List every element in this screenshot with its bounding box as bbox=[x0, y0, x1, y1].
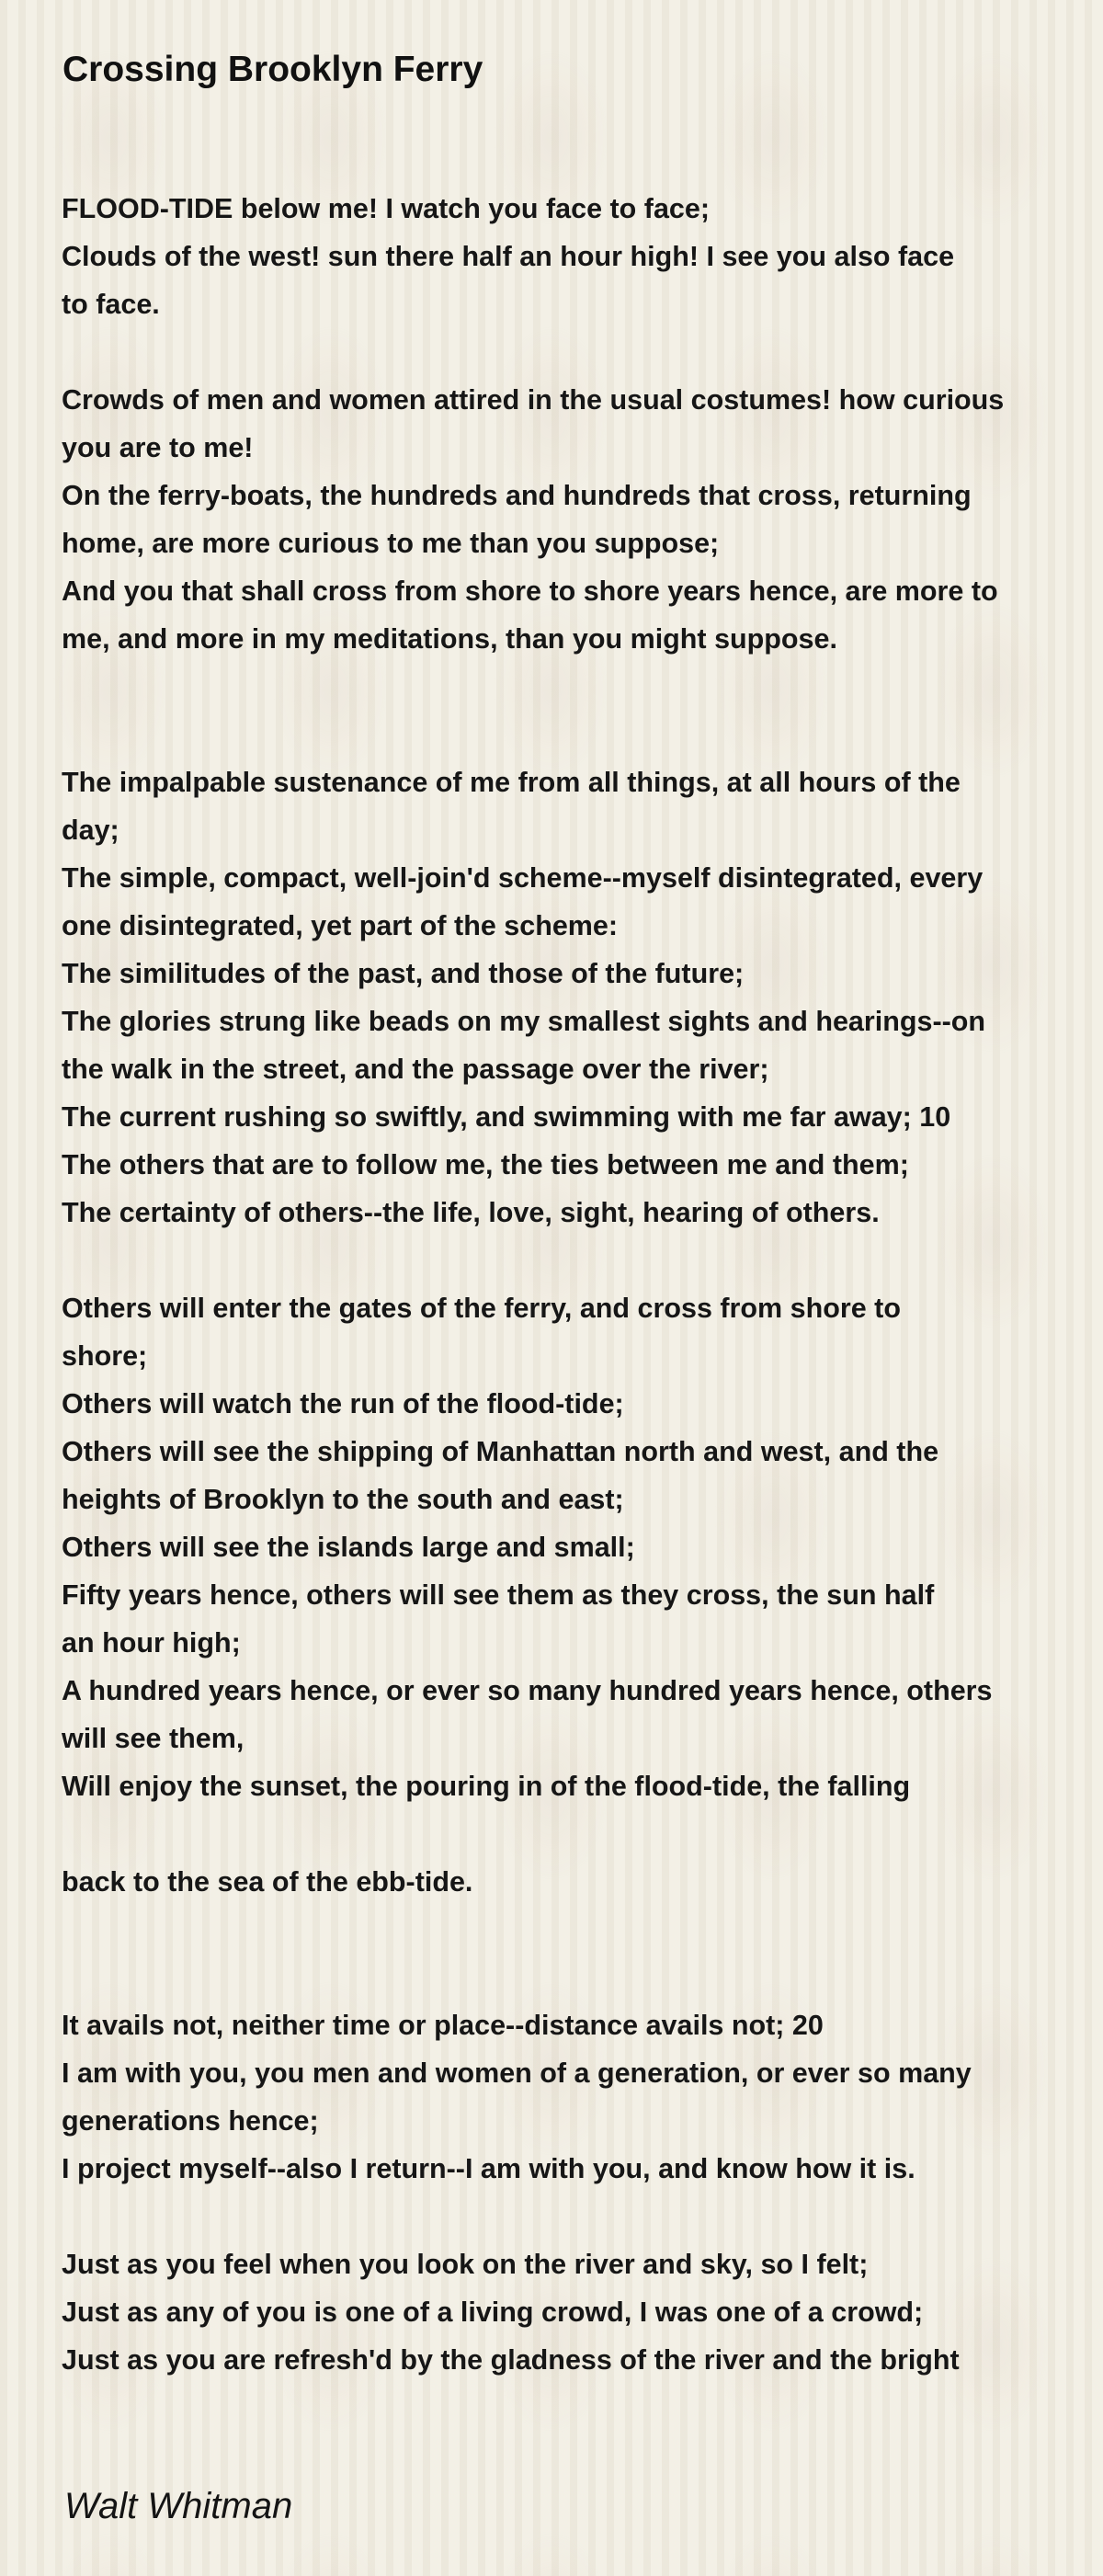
poem-line: day; bbox=[62, 815, 119, 846]
poem-line: Others will enter the gates of the ferry, and cross from shore to bbox=[62, 1293, 901, 1324]
poem-line: Others will watch the run of the flood-tide; bbox=[62, 1388, 624, 1419]
poem-stanza-break bbox=[62, 328, 1086, 376]
poem-line: The glories strung like beads on my smallest sights and hearings--on bbox=[62, 1006, 986, 1037]
poem-body bbox=[62, 185, 1086, 2384]
poem-line: Just as you are refresh'd by the gladness of the river and the bright bbox=[62, 2344, 960, 2376]
poem-line: Will enjoy the sunset, the pouring in of the flood-tide, the falling bbox=[62, 1771, 911, 1802]
poem-line: heights of Brooklyn to the south and east; bbox=[62, 1484, 624, 1515]
poem-line: Just as you feel when you look on the river and sky, so I felt; bbox=[62, 2249, 869, 2280]
poem-stanza-break bbox=[62, 2193, 1086, 2240]
poem-line: will see them, bbox=[62, 1723, 244, 1754]
poem-line: And you that shall cross from shore to shore years hence, are more to bbox=[62, 576, 998, 607]
poem-line: back to the sea of the ebb-tide. bbox=[62, 1866, 473, 1898]
poem-line: A hundred years hence, or ever so many hundred years hence, others bbox=[62, 1675, 993, 1706]
poem-line: On the ferry-boats, the hundreds and hundreds that cross, returning bbox=[62, 480, 972, 511]
poem-line: Just as any of you is one of a living crowd, I was one of a crowd; bbox=[62, 2297, 924, 2328]
poem-line: Fifty years hence, others will see them as they cross, the sun half bbox=[62, 1579, 935, 1611]
poem-stanza-break bbox=[62, 1237, 1086, 1284]
poem-line: one disintegrated, yet part of the scheme: bbox=[62, 910, 619, 941]
poem-stanza-break bbox=[62, 1954, 1086, 2001]
poem-line: me, and more in my meditations, than you might suppose. bbox=[62, 623, 837, 655]
poem-line: an hour high; bbox=[62, 1627, 241, 1658]
poem-line: Crowds of men and women attired in the usual costumes! how curious bbox=[62, 384, 1005, 416]
poem-line: shore; bbox=[62, 1340, 148, 1372]
poem-line: The similitudes of the past, and those of the future; bbox=[62, 958, 745, 989]
poem-line: The simple, compact, well-join'd scheme--myself disintegrated, every bbox=[62, 862, 984, 894]
poem-line: The impalpable sustenance of me from all things, at all hours of the bbox=[62, 767, 961, 798]
poem-line: home, are more curious to me than you suppose; bbox=[62, 528, 720, 559]
poem-line: I project myself--also I return--I am with you, and know how it is. bbox=[62, 2153, 915, 2184]
poem-stanza-break bbox=[62, 711, 1086, 758]
poem-line: you are to me! bbox=[62, 432, 254, 463]
poem-line: FLOOD-TIDE below me! I watch you face to face; bbox=[62, 193, 710, 224]
poem-line: the walk in the street, and the passage over the river; bbox=[62, 1054, 769, 1085]
poem-line: I am with you, you men and women of a generation, or ever so many bbox=[62, 2057, 972, 2089]
poem-line: Others will see the shipping of Manhattan north and west, and the bbox=[62, 1436, 939, 1467]
poem-line: It avails not, neither time or place--distance avails not; 20 bbox=[62, 2010, 824, 2041]
poem-stanza-break bbox=[62, 663, 1086, 711]
poem-author: Walt Whitman bbox=[64, 2486, 293, 2526]
poem-stanza-break bbox=[62, 1810, 1086, 1858]
poem-line: Clouds of the west! sun there half an hour high! I see you also face bbox=[62, 241, 955, 272]
poem-title: Crossing Brooklyn Ferry bbox=[63, 50, 483, 89]
poem-line: to face. bbox=[62, 289, 160, 320]
poem-line: generations hence; bbox=[62, 2105, 319, 2137]
poem-line: Others will see the islands large and small; bbox=[62, 1532, 635, 1563]
poem-stanza-break bbox=[62, 1906, 1086, 1954]
poem-line: The certainty of others--the life, love, sight, hearing of others. bbox=[62, 1197, 880, 1228]
poem-line: The current rushing so swiftly, and swimming with me far away; 10 bbox=[62, 1101, 951, 1133]
poem-line: The others that are to follow me, the ties between me and them; bbox=[62, 1149, 909, 1180]
